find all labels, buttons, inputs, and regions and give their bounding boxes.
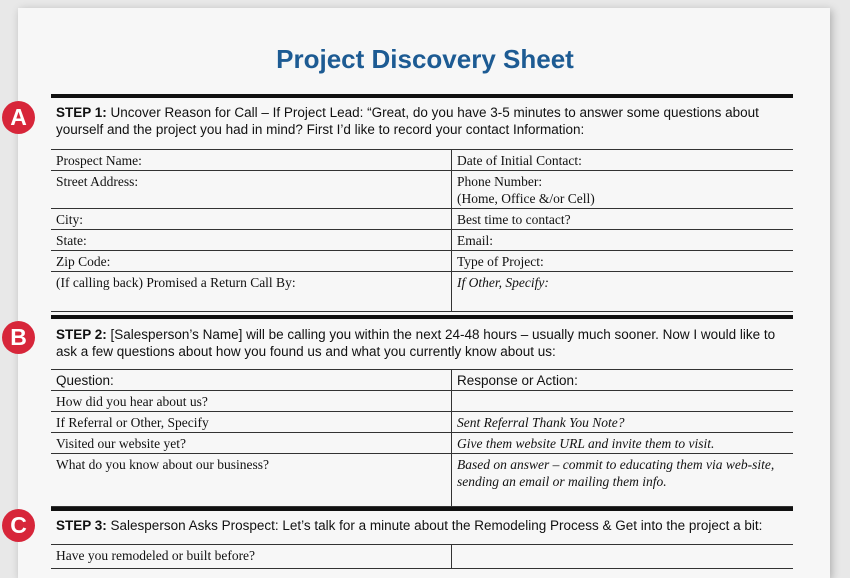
phone-sublabel: (Home, Office &/or Cell) [457,191,595,206]
form-field-label[interactable]: (If calling back) Promised a Return Call By: [51,272,452,312]
discovery-table [51,369,793,507]
column-header: Response or Action: [452,370,794,391]
step2-text: [Salesperson’s Name] will be calling you within the next 24-48 hours – usually much sooner. Now I would like to ask a few questions about how you found us and what you currently know about us: [56,327,776,359]
form-field-label[interactable]: State: [51,230,452,251]
step3-text: Salesperson Asks Prospect: Let’s talk for a minute about the Remodeling Process & Get into the project a bit: [106,518,763,533]
step1-text: Uncover Reason for Call – If Project Lead: “Great, do you have 3-5 minutes to answer some questions about yourself and the project you had in mind? First I’d like to record your contact Information: [56,105,759,137]
step1-label: STEP 1: [56,105,107,120]
step1-instructions [56,104,791,138]
contact-info-table [51,149,793,312]
form-field-label[interactable]: Street Address: [51,171,452,209]
form-field-label[interactable]: Type of Project: [452,251,794,272]
step2-instructions [56,326,791,360]
response-cell[interactable] [452,545,794,569]
step3-label: STEP 3: [56,518,107,533]
question-cell: Have you remodeled or built before? [51,545,452,569]
question-cell: If Referral or Other, Specify [51,412,452,433]
table-row [51,230,793,251]
form-field-label[interactable]: City: [51,209,452,230]
step-badge-a: A [2,101,35,134]
form-field-label[interactable]: Date of Initial Contact: [452,150,794,171]
question-cell: What do you know about our business? [51,454,452,507]
table-row [51,391,793,412]
table-row [51,412,793,433]
response-cell[interactable]: Give them website URL and invite them to visit. [452,433,794,454]
phone-label: Phone Number: [457,174,543,189]
form-field-label[interactable]: Email: [452,230,794,251]
step3-instructions [56,517,791,534]
form-field-label[interactable]: If Other, Specify: [452,272,794,312]
section-rule [51,507,793,511]
step-badge-c: C [2,509,35,542]
response-cell[interactable] [452,391,794,412]
form-field-label[interactable]: Best time to contact? [452,209,794,230]
page-title: Project Discovery Sheet [276,44,574,74]
form-field-label[interactable]: Zip Code: [51,251,452,272]
table-row [51,251,793,272]
response-cell[interactable]: Based on answer – commit to educating them via web-site, sending an email or mailing them info. [452,454,794,507]
table-row [51,272,793,312]
table-header-row [51,370,793,391]
form-field-label[interactable]: Prospect Name: [51,150,452,171]
question-cell: Visited our website yet? [51,433,452,454]
remodel-table [51,544,793,569]
table-row [51,545,793,569]
section-rule [51,315,793,319]
question-cell: How did you hear about us? [51,391,452,412]
response-cell[interactable]: Sent Referral Thank You Note? [452,412,794,433]
table-row [51,171,793,209]
step-badge-b: B [2,321,35,354]
step2-label: STEP 2: [56,327,107,342]
section-rule [51,94,793,98]
table-row [51,454,793,507]
table-row [51,433,793,454]
column-header: Question: [51,370,452,391]
form-field-label[interactable] [452,171,794,209]
table-row [51,209,793,230]
table-row [51,150,793,171]
